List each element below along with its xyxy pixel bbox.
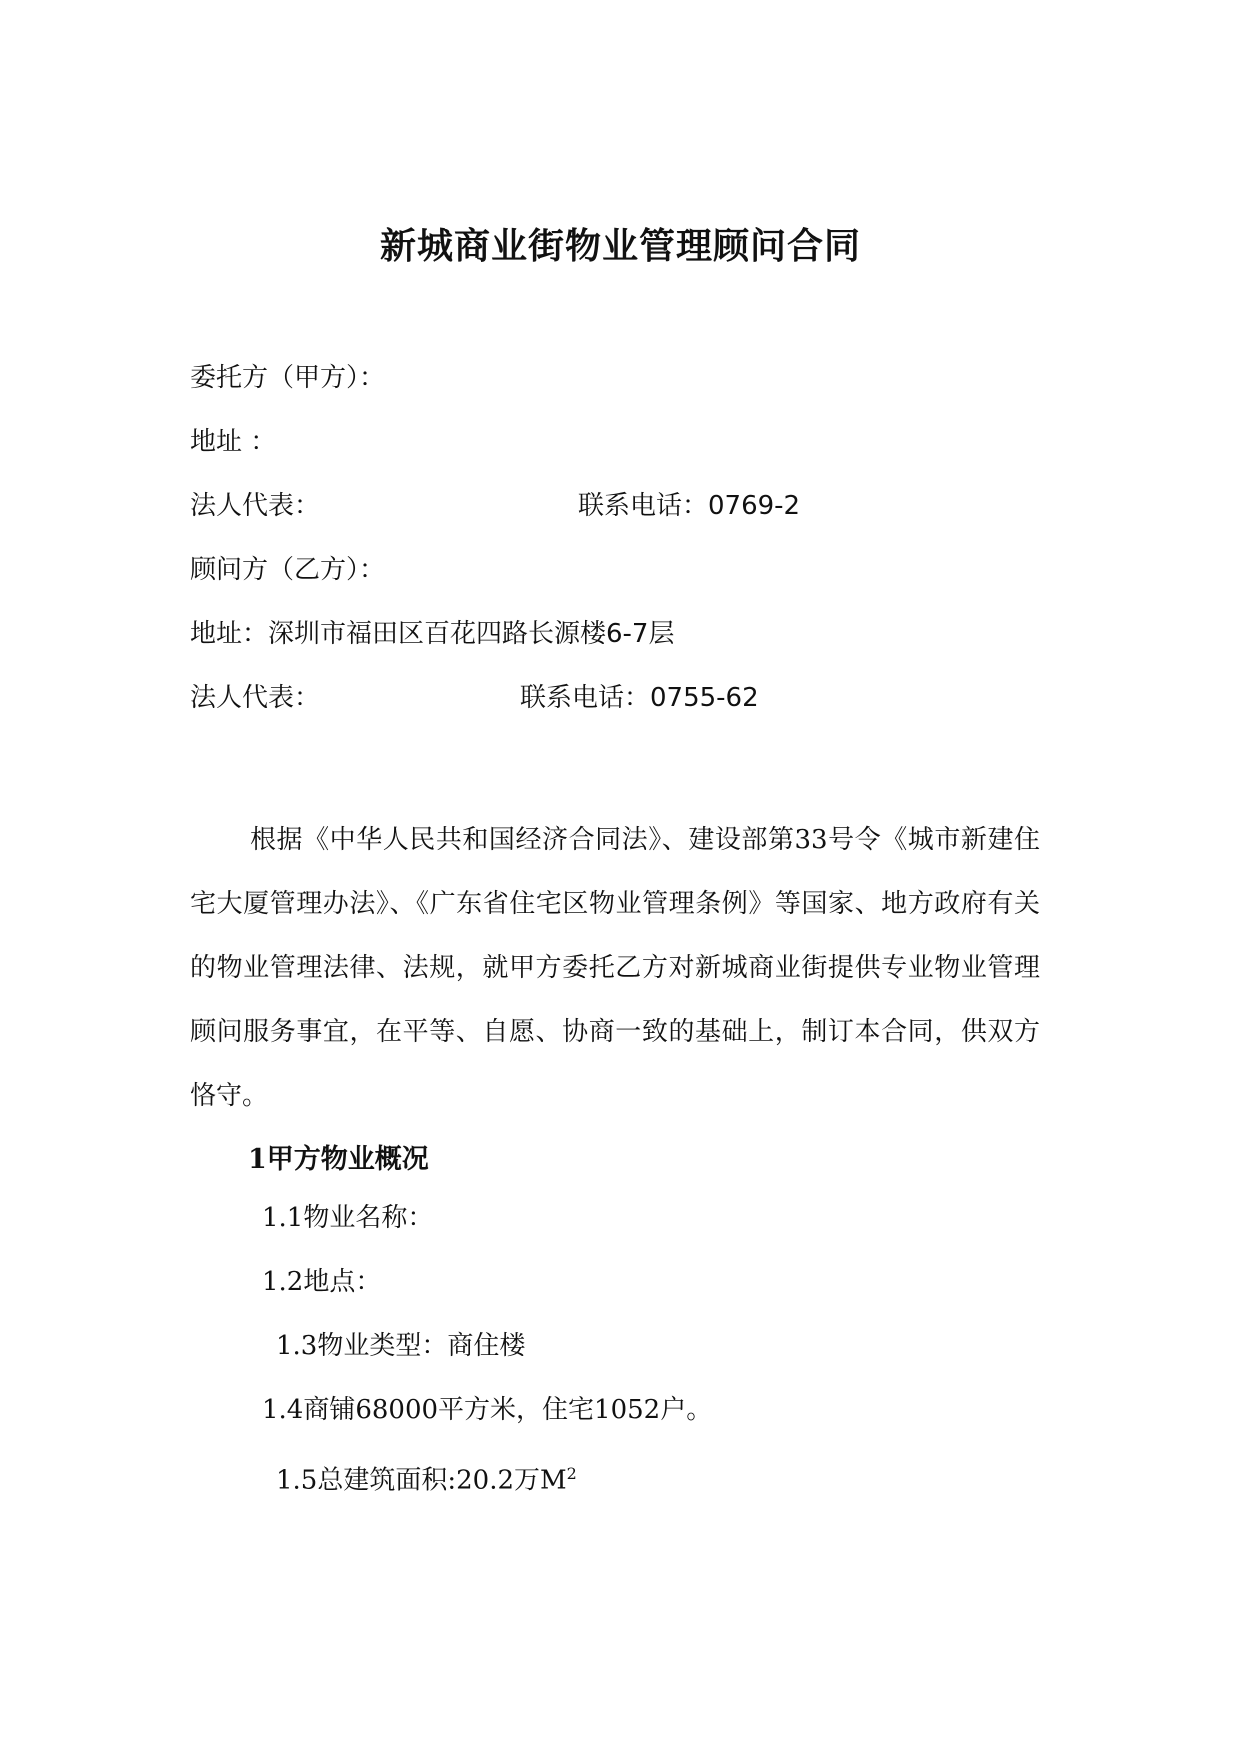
party-a-phone: 联系电话：0769-2: [578, 491, 801, 521]
preamble-paragraph: 根据《中华人民共和国经济合同法》、建设部第33号令《城市新建住宅大厦管理办法》、《广东省住宅区物业管理条例》等国家、地方政府有关的物业管理法律、法规，就甲方委托乙方对新城商业街提供专业物业管理顾问服务事宜，在平等、自愿、协商一致的基础上，制订本合同，供双方恪守。: [190, 825, 1040, 1111]
item-1-2: 1.2地点：: [262, 1267, 382, 1297]
section-1-heading: 1甲方物业概况: [248, 1144, 429, 1175]
item-1-5: [276, 1456, 577, 1499]
party-b-address: 地址：深圳市福田区百花四路长源楼6-7层: [190, 619, 675, 649]
item-1-4: 1.4商铺68000平方米，住宅1052户。: [262, 1395, 713, 1425]
party-a-label: 委托方（甲方）：: [190, 363, 386, 393]
party-b-rep-label: 法人代表：: [190, 683, 321, 713]
document-title: 新城商业街物业管理顾问合同: [379, 226, 861, 267]
item-1-1: 1.1物业名称：: [262, 1203, 434, 1233]
item-1-5-text: 1.5总建筑面积:20.2万M: [276, 1465, 567, 1496]
item-1-3: 1.3物业类型：商住楼: [276, 1331, 526, 1361]
party-a-address-label: 地址 ：: [190, 427, 277, 457]
party-b-label: 顾问方（乙方）：: [190, 555, 386, 585]
superscript-2: 2: [566, 1464, 577, 1483]
party-b-phone: 联系电话：0755-62: [520, 683, 759, 713]
party-a-rep-label: 法人代表：: [190, 491, 321, 521]
